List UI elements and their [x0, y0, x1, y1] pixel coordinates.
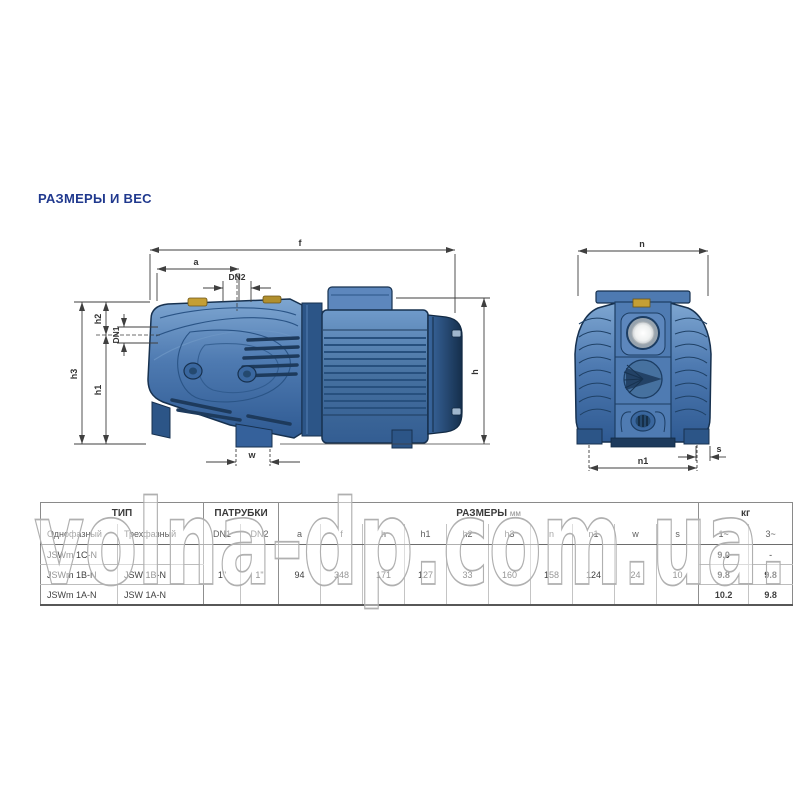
dim-label-dn1: DN1 [111, 326, 121, 344]
value-h: 171 [363, 545, 405, 606]
dim-label-f: f [298, 238, 302, 248]
group-header-ports: ПАТРУБКИ [204, 503, 279, 525]
weight-3ph: 9.8 [764, 589, 777, 600]
fan-cover-clip-top [452, 330, 461, 337]
col-header-h1: h1 [405, 524, 447, 545]
model-single: JSWm 1C-N [41, 545, 118, 565]
col-header-f: f [321, 524, 363, 545]
suction-port-opening [632, 322, 654, 344]
col-header-h3: h3 [489, 524, 531, 545]
pump-front-view [575, 291, 711, 447]
value-dn2: 1" [241, 545, 279, 606]
dim-label-n1: n1 [637, 456, 649, 466]
col-header-w: w [615, 524, 657, 545]
dim-label-n: n [639, 239, 645, 249]
weight-1ph: 9.8 [699, 565, 749, 585]
model-three: JSW 1B-N [118, 565, 204, 585]
value-f: 348 [321, 545, 363, 606]
weight-3ph: 9.8 [749, 565, 793, 585]
dim-label-s: s [716, 444, 722, 454]
group-header-weight: кг [741, 508, 751, 519]
value-n: 158 [531, 545, 573, 606]
dim-label-h: h [470, 369, 480, 375]
value-h1: 127 [405, 545, 447, 606]
spec-table [40, 502, 793, 606]
col-header-dn1: DN1 [204, 524, 241, 545]
clamp-boss-left-center [189, 368, 197, 375]
value-h2: 33 [447, 545, 489, 606]
dims-unit: мм [509, 509, 521, 518]
front-foot-left [577, 429, 602, 444]
value-a: 94 [279, 545, 321, 606]
model-three [118, 545, 204, 565]
col-header-n1: n1 [573, 524, 615, 545]
brass-plug-2 [263, 296, 281, 303]
col-header-3ph-weight: 3~ [749, 524, 793, 545]
dim-label-w: w [248, 450, 256, 460]
col-header-h2: h2 [447, 524, 489, 545]
model-three: JSW 1A-N [118, 585, 204, 606]
col-header-a: a [279, 524, 321, 545]
dim-label-h2: h2 [93, 313, 103, 325]
dim-label-a: a [193, 257, 199, 267]
weight-1ph: 9.0 [699, 545, 749, 565]
motor-foot [392, 430, 412, 448]
brass-cap-front [633, 299, 650, 307]
value-s: 10 [657, 545, 699, 606]
terminal-box [328, 287, 392, 313]
value-h3: 160 [489, 545, 531, 606]
model-single: JSWm 1B-N [41, 565, 118, 585]
pump-side-view [148, 287, 462, 448]
pump-foot-left [152, 402, 170, 438]
dim-label-h1: h1 [93, 384, 103, 396]
col-header-n: n [531, 524, 573, 545]
col-header-single-phase: Однофазный [41, 524, 118, 545]
model-single: JSWm 1A-N [41, 585, 118, 606]
pump-bracket [302, 303, 322, 436]
weight-1ph: 10.2 [699, 585, 749, 606]
col-header-h: h [363, 524, 405, 545]
dims-word: РАЗМЕРЫ [456, 508, 508, 519]
weight-3ph: - [749, 545, 793, 565]
col-header-s: s [657, 524, 699, 545]
front-base-bar [611, 438, 675, 447]
clamp-boss-right-center [243, 371, 251, 378]
page-title: РАЗМЕРЫ И ВЕС [38, 191, 152, 206]
value-n1: 124 [573, 545, 615, 606]
col-header-1ph-weight: 1~ [699, 524, 749, 545]
value-dn1: 1" [204, 545, 241, 606]
col-header-three-phase: Трехфазный [118, 524, 204, 545]
dim-label-dn2: DN2 [228, 272, 246, 282]
group-header-type: ТИП [41, 503, 204, 525]
value-w: 24 [615, 545, 657, 606]
dim-label-h3: h3 [69, 368, 79, 380]
watermark-text: volna-dp.com.ua. [34, 474, 788, 612]
brass-plug [188, 298, 207, 306]
col-header-dn2: DN2 [241, 524, 279, 545]
table-row [41, 545, 793, 565]
front-foot-right [684, 429, 709, 444]
fan-cover-clip-bottom [452, 408, 461, 415]
group-header-dimensions [279, 503, 699, 525]
